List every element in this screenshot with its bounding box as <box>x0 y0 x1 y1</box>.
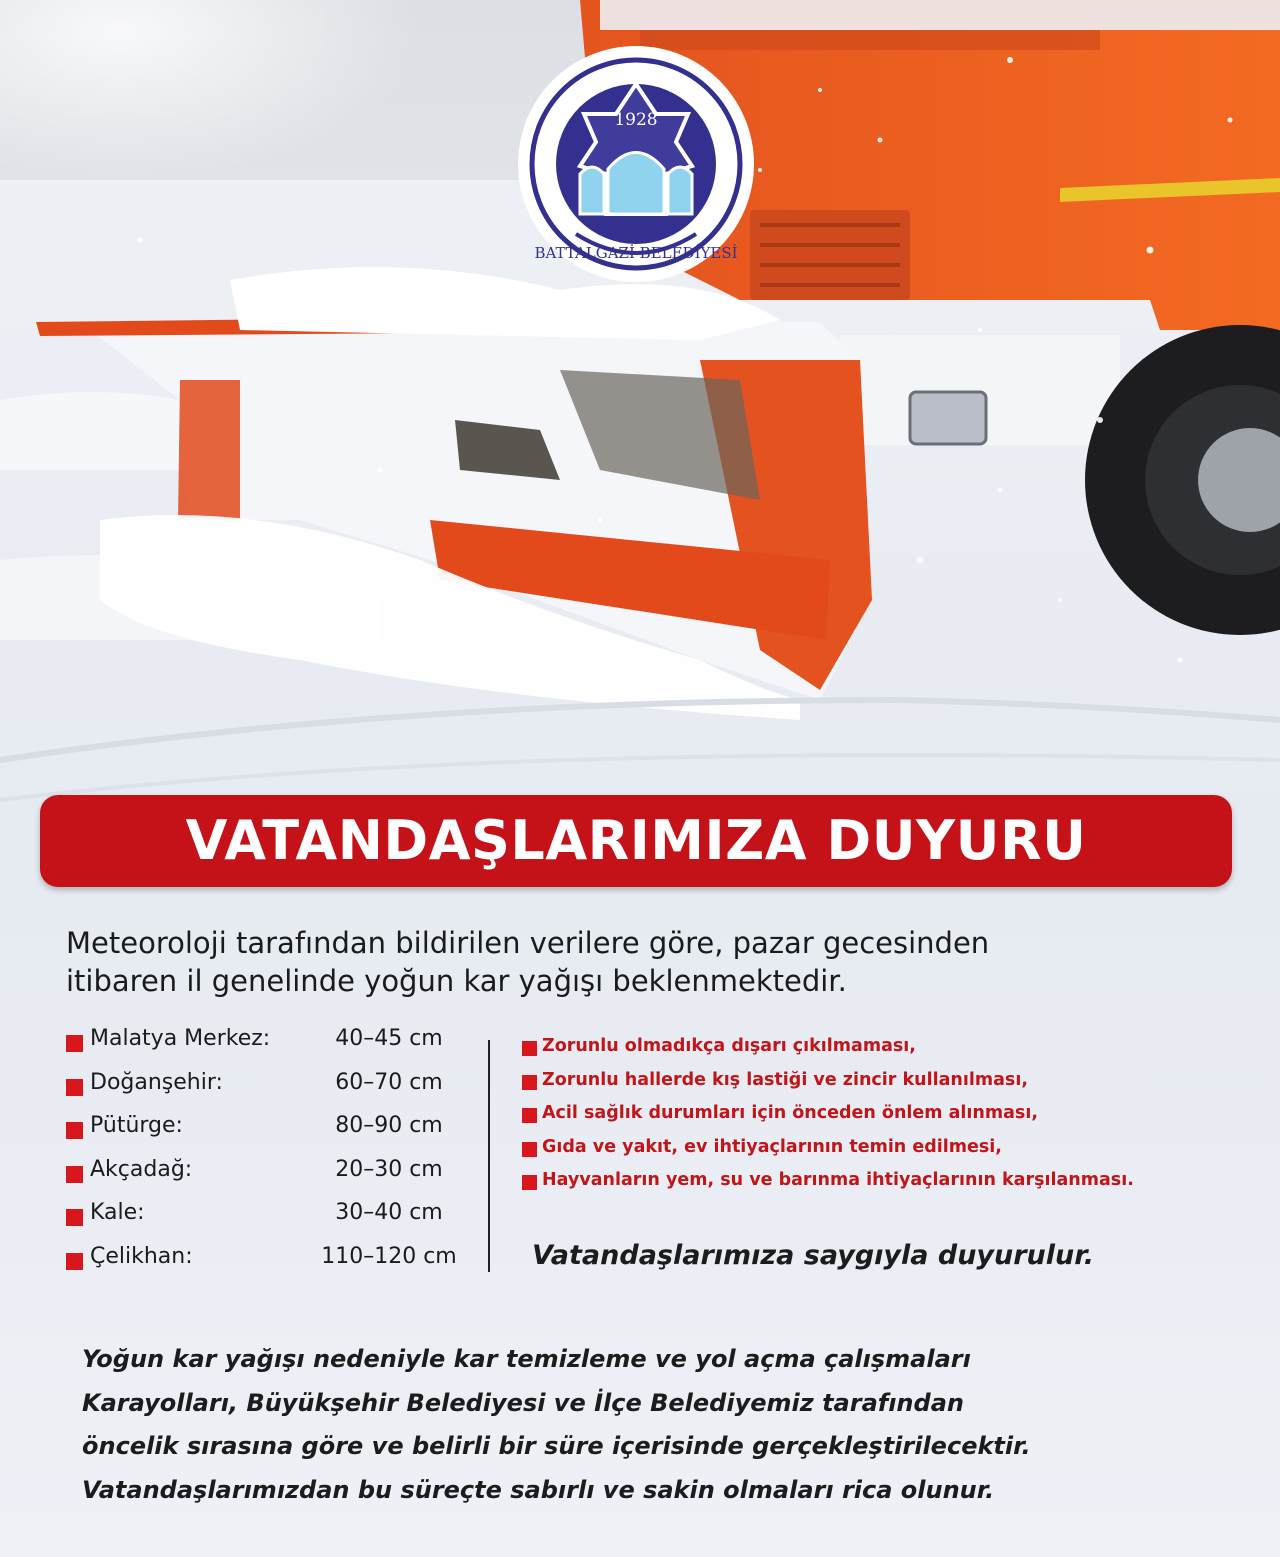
logo-year: 1928 <box>614 110 658 130</box>
advice-text: Acil sağlık durumları için önceden önlem alınması, <box>542 1103 1038 1123</box>
advice-item <box>522 1170 1262 1204</box>
municipality-seal-icon <box>516 44 756 284</box>
forecast-region: Pütürge: <box>90 1113 183 1138</box>
bullet-square-icon <box>522 1041 537 1056</box>
forecast-amount: 40–45 cm <box>335 1026 443 1051</box>
forecast-amount: 60–70 cm <box>335 1069 443 1095</box>
bullet-square-icon <box>66 1253 83 1270</box>
forecast-amount: 110–120 cm <box>321 1243 457 1269</box>
advice-item <box>522 1070 1262 1104</box>
banner-title: VATANDAŞLARIMIZA DUYURU <box>185 809 1087 872</box>
forecast-row <box>66 1070 476 1114</box>
column-divider <box>488 1040 490 1272</box>
notice-line: Karayolları, Büyükşehir Belediyesi ve İlçe Belediyemiz tarafından <box>82 1388 964 1417</box>
snow-forecast-list <box>66 1026 476 1287</box>
forecast-row <box>66 1026 476 1070</box>
bullet-square-icon <box>66 1079 83 1096</box>
bullet-square-icon <box>522 1075 537 1090</box>
bullet-square-icon <box>66 1122 83 1139</box>
intro-paragraph <box>66 924 1226 1000</box>
bullet-square-icon <box>522 1142 537 1157</box>
notice-line: öncelik sırasına göre ve belirli bir süre içerisinde gerçekleştirilecektir. <box>82 1432 1031 1460</box>
bullet-square-icon <box>522 1108 537 1123</box>
notice-line: Vatandaşlarımızdan bu süreçte sabırlı ve sakin olmaları rica olunur. <box>82 1475 995 1504</box>
intro-line-1: Meteoroloji tarafından bildirilen verilere göre, pazar gecesinden <box>66 926 990 960</box>
notice-line: Yoğun kar yağışı nedeniyle kar temizleme ve yol açma çalışmaları <box>82 1345 971 1373</box>
advice-text: Gıda ve yakıt, ev ihtiyaçlarının temin edilmesi, <box>542 1136 1002 1157</box>
battalgazi-logo <box>516 44 756 284</box>
forecast-amount: 20–30 cm <box>335 1156 443 1182</box>
bullet-square-icon <box>66 1209 83 1226</box>
advice-text: Zorunlu hallerde kış lastiği ve zincir kullanılması, <box>542 1069 1028 1090</box>
forecast-region: Malatya Merkez: <box>90 1026 271 1051</box>
forecast-region: Çelikhan: <box>90 1243 193 1269</box>
notice-paragraph <box>82 1338 1232 1512</box>
svg-text:BATTALGAZİ BELEDİYESİ: BATTALGAZİ BELEDİYESİ <box>534 244 738 262</box>
forecast-row <box>66 1244 476 1288</box>
bullet-square-icon <box>522 1175 537 1190</box>
advice-item <box>522 1137 1262 1171</box>
forecast-row <box>66 1113 476 1157</box>
advice-item <box>522 1103 1262 1137</box>
bullet-square-icon <box>66 1035 83 1052</box>
forecast-amount: 80–90 cm <box>335 1113 443 1138</box>
forecast-region: Kale: <box>90 1200 145 1225</box>
forecast-region: Doğanşehir: <box>90 1069 223 1095</box>
advice-item <box>522 1036 1262 1070</box>
advice-text: Hayvanların yem, su ve barınma ihtiyaçlarının karşılanması. <box>542 1170 1134 1190</box>
forecast-row <box>66 1200 476 1244</box>
closing-statement: Vatandaşlarımıza saygıyla duyurulur. <box>532 1240 1094 1271</box>
intro-line-2: itibaren il genelinde yoğun kar yağışı beklenmektedir. <box>66 964 847 998</box>
forecast-row <box>66 1157 476 1201</box>
advice-list <box>522 1036 1262 1204</box>
forecast-amount: 30–40 cm <box>335 1200 443 1225</box>
advice-text: Zorunlu olmadıkça dışarı çıkılmaması, <box>542 1036 916 1056</box>
bullet-square-icon <box>66 1166 83 1183</box>
forecast-region: Akçadağ: <box>90 1156 193 1182</box>
announcement-banner <box>40 795 1232 887</box>
